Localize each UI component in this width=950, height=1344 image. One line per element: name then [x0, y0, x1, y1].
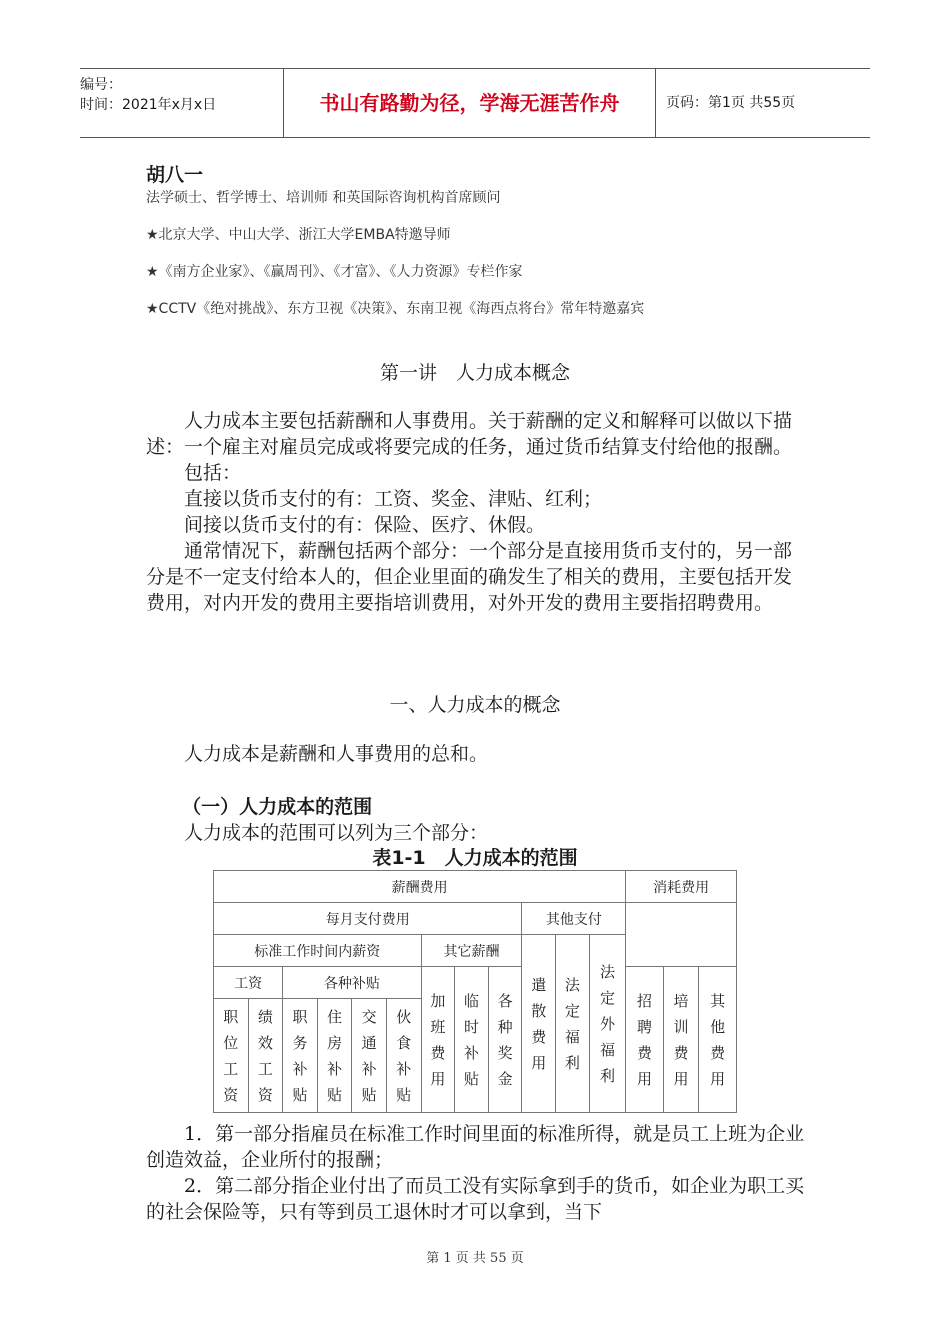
author-credential: ★北京大学、中山大学、浙江大学EMBA特邀导师: [146, 227, 451, 243]
number-label: 编号：: [80, 77, 122, 93]
header-motto: 书山有路勤为径，学海无涯苦作舟: [283, 69, 656, 137]
intro-section: [146, 408, 806, 616]
standard-salary-header: 标准工作时间内薪资: [214, 935, 422, 967]
table-caption: 表1-1 人力成本的范围: [372, 847, 578, 869]
lecture-title: 第一讲 人力成本概念: [379, 362, 570, 384]
monthly-pay-header: 每月支付费用: [214, 903, 522, 935]
author-credential: ★CCTV《绝对挑战》、东方卫视《决策》、东南卫视《海西点将台》常年特邀嘉宾: [146, 301, 645, 317]
author-name: 胡八一: [146, 164, 204, 186]
other-salary-header: 其它薪酬: [421, 935, 522, 967]
section-text: [146, 741, 806, 767]
paragraph: 人力成本主要包括薪酬和人事费用。关于薪酬的定义和解释可以做以下描述：一个雇主对雇员完成或将要完成的任务，通过货币结算支付给他的报酬。: [146, 410, 793, 458]
table-cell: 各种奖金: [488, 967, 522, 1113]
paragraph: 人力成本是薪酬和人事费用的总和。: [184, 743, 489, 765]
paragraph: 1．第一部分指雇员在标准工作时间里面的标准所得，就是员工上班为企业创造效益，企业所付的报酬；: [146, 1123, 805, 1171]
subsection: [146, 794, 806, 846]
section-title: 一、人力成本的概念: [389, 694, 561, 716]
subsection-title: （一）人力成本的范围: [182, 796, 373, 818]
paragraph: 通常情况下，薪酬包括两个部分：一个部分是直接用货币支付的，另一部分是不一定支付给本人的，但企业里面的确发生了相关的费用，主要包括开发费用，对内开发的费用主要指培训费用，对外开发的费用主要指招聘费用。: [146, 540, 793, 614]
header-page-info: 页码：第1页 共55页: [666, 95, 796, 111]
paragraph: 直接以货币支付的有：工资、奖金、津贴、红利；: [184, 488, 603, 510]
table-cell: 遣散费用: [522, 935, 556, 1113]
other-pay-header: 其他支付: [522, 903, 626, 935]
consumption-cost-header: 消耗费用: [626, 871, 737, 903]
table-cell: 交通补贴: [352, 999, 387, 1113]
table-cell: 伙食补贴: [386, 999, 421, 1113]
author-credential: ★《南方企业家》、《赢周刊》、《才富》、《人力资源》专栏作家: [146, 264, 523, 280]
paragraph: 包括：: [184, 462, 242, 484]
paragraph: 间接以货币支付的有：保险、医疗、休假。: [184, 514, 546, 536]
table-cell: 职务补贴: [283, 999, 318, 1113]
table-cell: 住房补贴: [317, 999, 352, 1113]
paragraph: 2．第二部分指企业付出了而员工没有实际拿到手的货币，如企业为职工买的社会保险等，只有等到员工退休时才可以拿到，当下: [146, 1175, 805, 1223]
wage-header: 工资: [214, 967, 283, 999]
header-meta: [80, 69, 283, 137]
after-table-section: [146, 1121, 806, 1225]
author-credential: 法学硕士、哲学博士、培训师 和英国际咨询机构首席顾问: [146, 190, 501, 206]
document-header: [80, 68, 870, 138]
table-cell-empty: [626, 903, 737, 967]
table-cell: 临时补贴: [455, 967, 489, 1113]
page-footer: 第 1 页 共 55 页: [426, 1251, 524, 1266]
salary-cost-header: 薪酬费用: [214, 871, 626, 903]
paragraph: 人力成本的范围可以列为三个部分：: [184, 822, 489, 844]
table-cell: 法定福利: [556, 935, 590, 1113]
time-label: 时间：2021年x月x日: [80, 97, 217, 113]
table-cell: 招聘费用: [626, 967, 664, 1113]
table-cell: 绩效工资: [248, 999, 283, 1113]
allowance-header: 各种补贴: [283, 967, 421, 999]
cost-scope-table: [213, 870, 737, 1113]
table-cell: 法定外福利: [589, 935, 626, 1113]
table-cell: 加班费用: [421, 967, 455, 1113]
table-cell: 职位工资: [214, 999, 249, 1113]
table-cell: 其他费用: [699, 967, 737, 1113]
table-cell: 培训费用: [663, 967, 699, 1113]
